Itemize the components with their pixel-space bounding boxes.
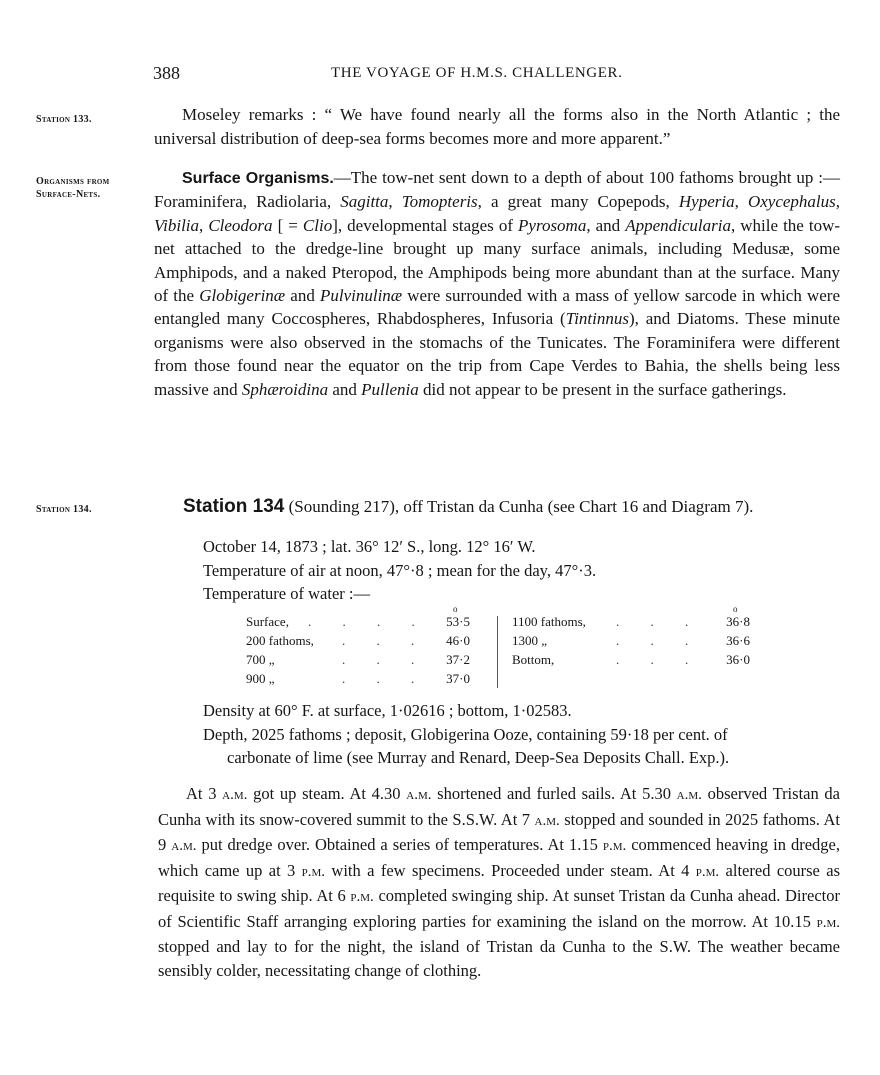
depth-label: 1300 „ — [512, 633, 548, 648]
temperature-column-right — [512, 612, 766, 669]
text-run: were surrounded with a mass of yellow sarcode in which were entangled many Coccospheres, Rhabdospheres, Infusoria ( — [154, 286, 841, 329]
margin-note-station-134: Station 134. — [36, 504, 92, 515]
time-marker: p.m. — [301, 863, 326, 880]
temperature-value: 36·0 — [726, 652, 750, 667]
depth-label: Bottom, — [512, 652, 555, 667]
station-134-title: Station 134 — [183, 496, 285, 517]
text-run: shortened and furled sails. At 5.30 — [431, 784, 677, 803]
time-marker: a.m. — [171, 838, 197, 854]
time-marker: p.m. — [350, 889, 374, 905]
taxon-name: Hyperia — [678, 192, 735, 212]
temperature-value: 36·8 — [726, 614, 750, 629]
text-run: stopped and sounded in 2025 fathoms. At 9 — [158, 809, 840, 854]
taxon-name: Globigerinæ — [199, 286, 286, 306]
air-temperature-line: Temperature of air at noon, 47°·8 ; mean for the day, 47°·3. — [203, 561, 597, 580]
running-title: THE VOYAGE OF H.M.S. CHALLENGER. — [331, 65, 623, 81]
text-run: with a few specimens. Proceeded under steam. At 4 — [325, 860, 696, 880]
margin-note-organisms-line2: Surface-Nets. — [36, 189, 101, 200]
temperature-value: 36·6 — [726, 633, 750, 648]
text-run: and — [328, 379, 362, 399]
text-run: At 3 — [186, 784, 223, 803]
depth-label: 1100 fathoms, — [512, 614, 586, 629]
temperature-value: 46·0 — [446, 633, 470, 648]
moseley-text: Moseley remarks : “ We have found nearly all the forms also in the North Atlantic ; the universal distribution of deep-sea forms becomes more and more apparent.” — [154, 105, 840, 148]
taxon-name: Sphæroidina — [241, 379, 329, 399]
page-number: 388 — [153, 63, 180, 83]
temperature-row — [512, 612, 766, 631]
text-run: [ = — [272, 215, 303, 235]
depth-label: 900 „ — [246, 671, 275, 686]
page-header — [153, 63, 833, 87]
text-run: got up steam. At 4.30 — [247, 784, 407, 803]
time-marker: a.m. — [676, 787, 702, 803]
surface-organisms-paragraph — [154, 166, 840, 401]
depth-deposit-line-2: carbonate of lime (see Murray and Renard, Deep-Sea Deposits Chall. Exp.). — [227, 748, 730, 767]
temperature-value: 53·5 — [446, 614, 470, 629]
taxon-name: Appendicularia — [625, 215, 731, 235]
text-run: and — [285, 286, 320, 306]
date-position-line: October 14, 1873 ; lat. 36° 12′ S., long. 12° 16′ W. — [203, 537, 536, 556]
ship-log-paragraph — [158, 782, 840, 982]
leader-dots: . . . — [342, 652, 429, 667]
temperature-value: 37·0 — [446, 671, 470, 686]
taxon-name: Tintinnus — [565, 309, 629, 329]
surface-organisms-heading: Surface Organisms. — [182, 170, 334, 187]
depth-label: 700 „ — [246, 652, 275, 667]
temperature-row — [246, 612, 476, 631]
text-run: commenced heaving in dredge, which came up at 3 — [158, 835, 840, 880]
depth-label: 200 fathoms, — [246, 633, 314, 648]
taxon-name: Oxycephalus — [747, 192, 836, 212]
leader-dots: . . . — [616, 633, 703, 648]
taxon-name: Sagitta — [340, 192, 389, 212]
taxon-name: Pullenia — [361, 379, 419, 399]
depth-deposit-line-1: Depth, 2025 fathoms ; deposit, Globigerina Ooze, containing 59·18 per cent. of — [203, 725, 728, 744]
text-run: did not appear to be present in the surface gatherings. — [418, 379, 787, 399]
text-run: observed Tristan da Cunha with its snow-covered summit to the S.S.W. At 7 — [158, 784, 840, 829]
depth-label: Surface, — [246, 614, 289, 629]
time-marker: a.m. — [534, 812, 560, 829]
temperature-row — [246, 631, 476, 650]
taxon-name: Clio — [302, 215, 333, 235]
margin-note-organisms — [36, 175, 146, 201]
text-run: , a great many Copepods, — [477, 192, 679, 212]
temperature-column-left — [246, 612, 476, 688]
leader-dots: . . . — [616, 652, 703, 667]
text-run: , and — [586, 215, 626, 235]
temperature-row — [512, 631, 766, 650]
text-run: stopped and lay to for the night, the island of Tristan da Cunha to the S.W. The weather became sensibly colder, necessitating change of clothing. — [158, 937, 840, 980]
leader-dots: . . . . — [308, 614, 429, 629]
taxon-name: Cleodora — [208, 215, 273, 235]
text-run: , — [388, 192, 402, 212]
time-marker: p.m. — [602, 838, 627, 854]
text-run: put dredge over. Obtained a series of temperatures. At 1.15 — [196, 835, 603, 854]
degree-mark: o — [453, 604, 458, 614]
temperature-row — [246, 669, 476, 688]
margin-note-station-133: Station 133. — [36, 114, 92, 125]
text-run: —The tow-net sent down to a depth of about 100 fathoms brought up :—Foraminifera, Radiolaria, — [154, 168, 840, 212]
station-134-heading — [183, 496, 753, 518]
taxon-name: Pyrosoma — [518, 215, 587, 235]
text-run: ), and Diatoms. These minute organisms were also observed in the stomachs of the Tunicates. The Foraminifera were different from those found near the equator on the trip from Cape Verdes to Bahia, the shells being less massive and — [154, 309, 840, 399]
moseley-paragraph — [154, 103, 840, 150]
time-marker: a.m. — [222, 787, 248, 803]
temperature-value: 37·2 — [446, 652, 470, 667]
station-134-subtitle: (Sounding 217), off Tristan da Cunha (see Chart 16 and Diagram 7). — [284, 497, 754, 516]
text-run: , — [734, 192, 748, 212]
taxon-name: Tomopteris — [401, 192, 478, 212]
column-divider — [497, 616, 498, 688]
text-run: ], developmental stages of — [332, 215, 519, 235]
temperature-row — [246, 650, 476, 669]
text-run: , while the tow-net attached to the dredge-line brought up many surface animals, including Medusæ, some Amphipods, and a naked Pteropod, the Amphipods being more abundant than at the surface. Many of the — [154, 215, 841, 306]
degree-mark: o — [733, 604, 738, 614]
text-run: , — [835, 192, 841, 212]
leader-dots: . . . — [342, 671, 429, 686]
text-run: altered course as requisite to swing ship. At 6 — [158, 860, 840, 905]
taxon-name: Pulvinulinæ — [319, 286, 403, 306]
text-run: completed swinging ship. At sunset Tristan da Cunha ahead. Director of Scientific Staff arranging exploring parties for examining the island on the morrow. At 10.15 — [158, 886, 840, 931]
leader-dots: . . . — [342, 633, 429, 648]
taxon-name: Vibilia — [154, 215, 200, 235]
margin-note-organisms-line1: Organisms from — [36, 176, 110, 187]
leader-dots: . . . — [616, 614, 703, 629]
time-marker: p.m. — [816, 914, 840, 931]
density-line: Density at 60° F. at surface, 1·02616 ; bottom, 1·02583. — [203, 701, 572, 720]
water-temperature-label: Temperature of water :— — [203, 584, 370, 603]
temperature-row — [512, 650, 766, 669]
time-marker: p.m. — [695, 863, 720, 880]
text-run: , — [199, 215, 209, 235]
time-marker: a.m. — [406, 787, 432, 803]
